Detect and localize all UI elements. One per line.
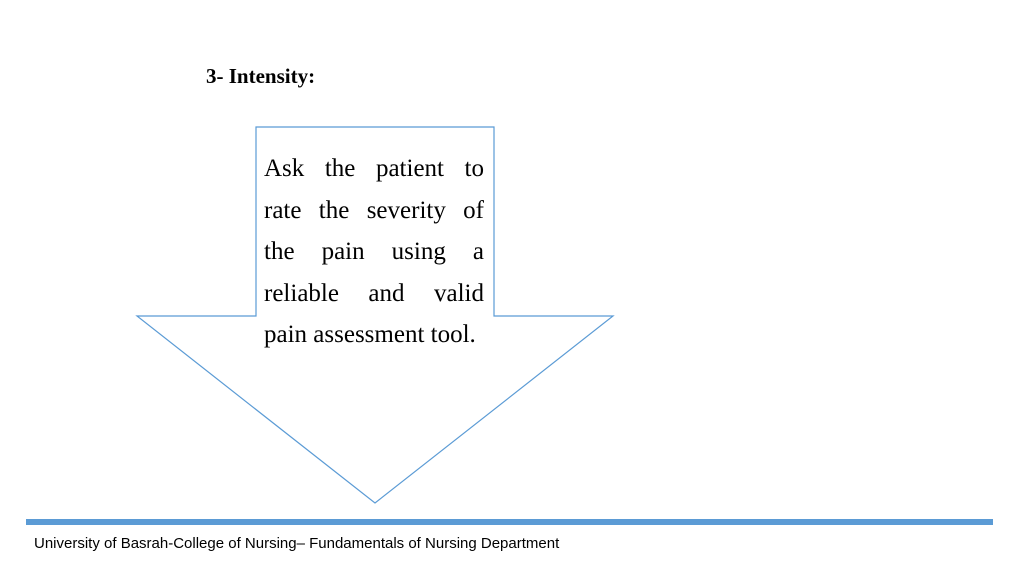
- footer-text: University of Basrah-College of Nursing– Fundamentals of Nursing Department: [34, 535, 560, 552]
- arrow-body-text: Ask the patient to rate the severity of the pain using a reliable and valid pain assessment tool.: [264, 155, 484, 348]
- slide-heading: 3- Intensity:: [206, 64, 316, 88]
- footer-divider: [26, 519, 993, 525]
